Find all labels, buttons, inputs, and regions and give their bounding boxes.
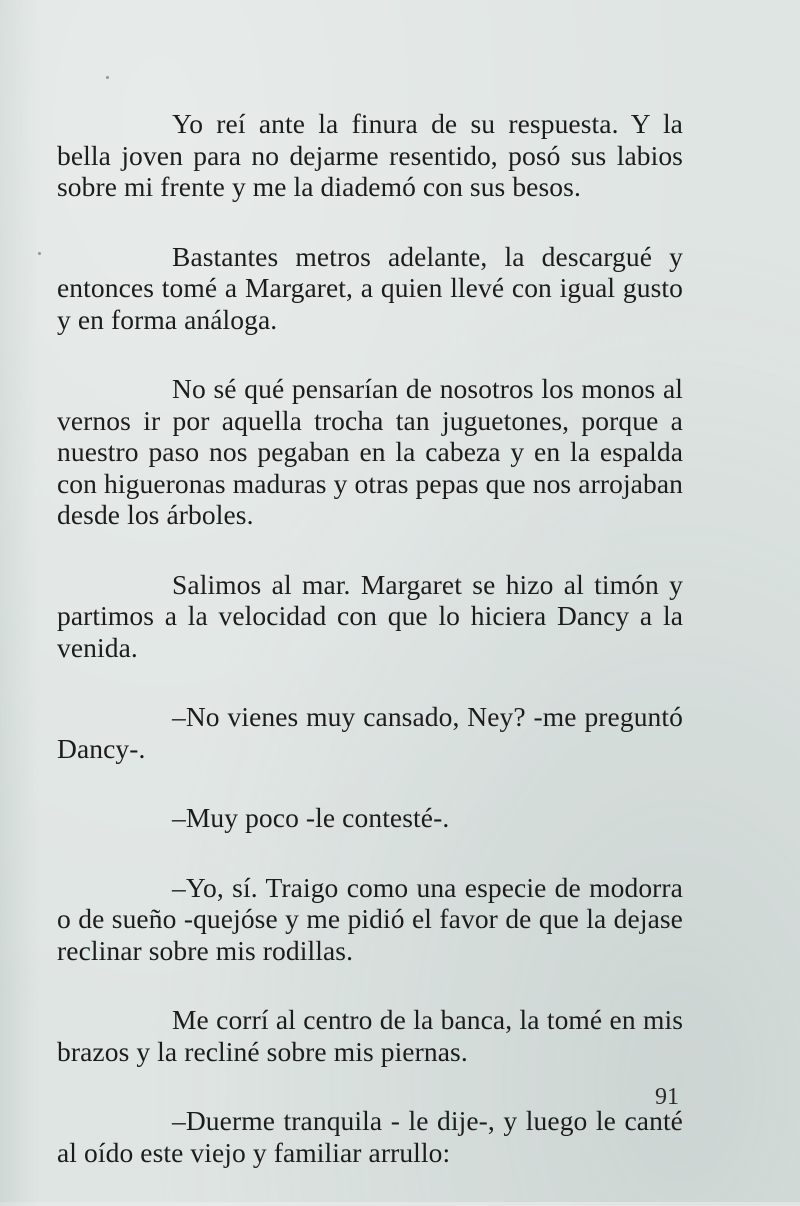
- paragraph: –No vienes muy cansado, Ney? -me preguntó Dancy-.: [57, 701, 683, 764]
- paragraph: Yo reí ante la finura de su respuesta. Y la bella joven para no dejarme resentido, posó sus labios sobre mi frente y me la diademó con sus besos.: [57, 108, 683, 202]
- paragraph: Bastantes metros adelante, la descargué y entonces tomé a Margaret, a quien llevé con igual gusto y en forma análoga.: [57, 240, 683, 335]
- page-number: 91: [655, 1084, 679, 1110]
- paper-speck: [106, 76, 109, 79]
- paragraph: –Muy poco -le contesté-.: [172, 802, 450, 833]
- paragraph: Me corrí al centro de la banca, la tomé en mis brazos y la recliné sobre mis piernas.: [57, 1004, 683, 1067]
- body-text: [57, 108, 683, 1206]
- paragraph: –Duerme tranquila - le dije-, y luego le canté al oído este viejo y familiar arrullo:: [57, 1105, 683, 1168]
- paper-speck: [38, 252, 41, 255]
- paragraph: No sé qué pensarían de nosotros los monos al vernos ir por aquella trocha tan juguetones, porque a nuestro paso nos pegaban en la cabeza y en la espalda con higueronas maduras y otras pepas que nos arrojaban desde los árboles.: [57, 373, 683, 530]
- paragraph: –Yo, sí. Traigo como una especie de modorra o de sueño -quejóse y me pidió el favor de que la dejase reclinar sobre mis rodillas.: [57, 871, 683, 966]
- paragraph: Salimos al mar. Margaret se hizo al timón y partimos a la velocidad con que lo hiciera Dancy a la venida.: [57, 568, 683, 663]
